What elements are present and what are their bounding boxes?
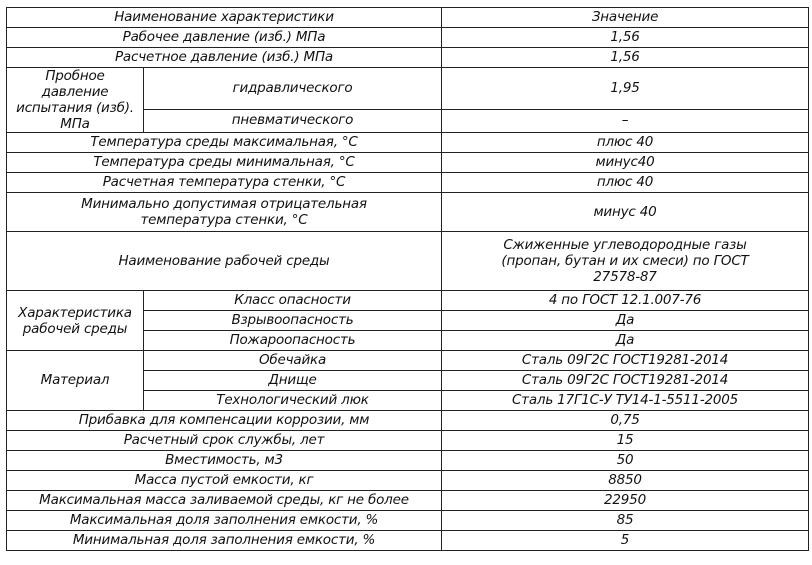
temp-max-label: Температура среды максимальная, °С [7, 133, 442, 153]
header-value-cell: Значение [442, 8, 809, 28]
design-pressure-label: Расчетное давление (изб.) МПа [7, 48, 442, 68]
table-row [7, 291, 809, 311]
shell-label: Обечайка [144, 351, 442, 371]
fire-value: Да [442, 331, 809, 351]
hydraulic-value: 1,95 [442, 68, 809, 110]
max-fill-mass-label: Максимальная масса заливаемой среды, кг не более [7, 491, 442, 511]
pneumatic-value: – [442, 109, 809, 132]
capacity-label: Вместимость, м3 [7, 451, 442, 471]
hatch-value: Сталь 17Г1С-У ТУ14-1-5511-2005 [442, 391, 809, 411]
table-row [7, 28, 809, 48]
explosive-label: Взрывоопасность [144, 311, 442, 331]
temp-wall-label: Расчетная температура стенки, °С [7, 173, 442, 193]
specification-table [6, 7, 809, 551]
corrosion-label: Прибавка для компенсации коррозии, мм [7, 411, 442, 431]
table-row [7, 193, 809, 232]
bottom-value: Сталь 09Г2С ГОСТ19281-2014 [442, 371, 809, 391]
max-fill-mass-value: 22950 [442, 491, 809, 511]
table-row [7, 48, 809, 68]
table-row [7, 511, 809, 531]
table-row [7, 173, 809, 193]
table-row [7, 133, 809, 153]
table-row [7, 491, 809, 511]
table-row [7, 471, 809, 491]
explosive-value: Да [442, 311, 809, 331]
max-fill-value: 85 [442, 511, 809, 531]
min-fill-label: Минимальная доля заполнения емкости, % [7, 531, 442, 551]
min-fill-value: 5 [442, 531, 809, 551]
shell-value: Сталь 09Г2С ГОСТ19281-2014 [442, 351, 809, 371]
service-life-label: Расчетный срок службы, лет [7, 431, 442, 451]
table-header-row [7, 8, 809, 28]
temp-min-value: минус40 [442, 153, 809, 173]
empty-mass-value: 8850 [442, 471, 809, 491]
test-pressure-label: Пробное давление испытания (изб). МПа [7, 68, 144, 133]
service-life-value: 15 [442, 431, 809, 451]
corrosion-value: 0,75 [442, 411, 809, 431]
material-label: Материал [7, 351, 144, 411]
table-row [7, 451, 809, 471]
bottom-label: Днище [144, 371, 442, 391]
design-pressure-value: 1,56 [442, 48, 809, 68]
table-row [7, 531, 809, 551]
header-name-cell: Наименование характеристики [7, 8, 442, 28]
hazard-class-label: Класс опасности [144, 291, 442, 311]
hatch-label: Технологический люк [144, 391, 442, 411]
temp-min-label: Температура среды минимальная, °С [7, 153, 442, 173]
fire-label: Пожароопасность [144, 331, 442, 351]
medium-name-label: Наименование рабочей среды [7, 232, 442, 291]
empty-mass-label: Масса пустой емкости, кг [7, 471, 442, 491]
pneumatic-label: пневматического [144, 109, 442, 132]
table-row [7, 68, 809, 110]
table-row [7, 351, 809, 371]
work-pressure-value: 1,56 [442, 28, 809, 48]
temp-wall-min-value: минус 40 [442, 193, 809, 232]
hazard-class-value: 4 по ГОСТ 12.1.007-76 [442, 291, 809, 311]
temp-max-value: плюс 40 [442, 133, 809, 153]
temp-wall-value: плюс 40 [442, 173, 809, 193]
work-pressure-label: Рабочее давление (изб.) МПа [7, 28, 442, 48]
temp-wall-min-label: Минимально допустимая отрицательная температура стенки, °С [7, 193, 442, 232]
medium-name-value: Сжиженные углеводородные газы (пропан, бутан и их смеси) по ГОСТ 27578-87 [442, 232, 809, 291]
table-row [7, 232, 809, 291]
capacity-value: 50 [442, 451, 809, 471]
max-fill-label: Максимальная доля заполнения емкости, % [7, 511, 442, 531]
table-row [7, 153, 809, 173]
medium-props-label: Характеристика рабочей среды [7, 291, 144, 351]
hydraulic-label: гидравлического [144, 68, 442, 110]
table-row [7, 431, 809, 451]
table-row [7, 411, 809, 431]
